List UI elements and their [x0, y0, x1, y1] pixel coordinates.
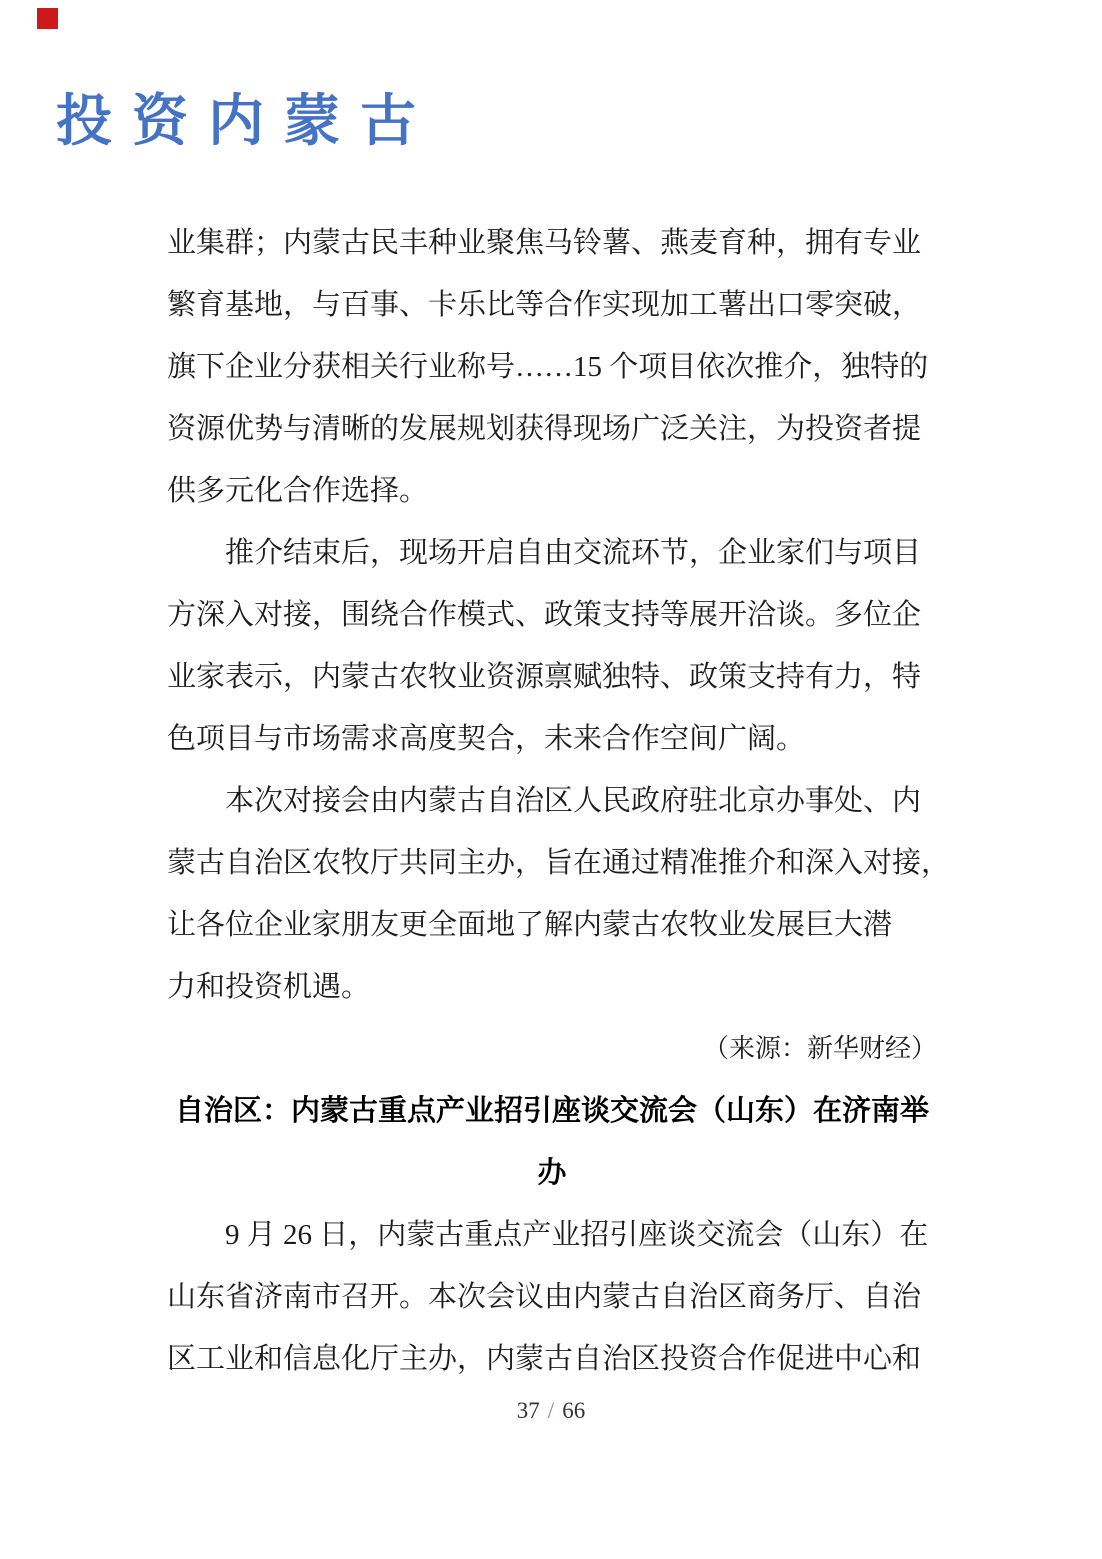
page-title: 投资内蒙古	[56, 91, 436, 153]
page-number-separator: /	[547, 1398, 555, 1423]
page-number-total: 66	[562, 1398, 586, 1423]
page-number	[0, 1396, 1102, 1426]
page-number-current: 37	[516, 1398, 540, 1423]
paragraph-jinan-meeting: 9 月 26 日，内蒙古重点产业招引座谈交流会（山东）在 山东省济南市召开。本次会议由内蒙古自治区商务厅、自治 区工业和信息化厅主办，内蒙古自治区投资合作促进中心和	[167, 1219, 929, 1375]
source-attribution: （来源：新华财经）	[702, 1034, 937, 1063]
red-square-marker	[37, 8, 58, 29]
paragraph-free-exchange: 推介结束后，现场开启自由交流环节，企业家们与项目 方深入对接，围绕合作模式、政策支持等展开洽谈。多位企 业家表示，内蒙古农牧业资源禀赋独特、政策支持有力，特 色项目与市场需求高度契合，未来合作空间广阔。	[167, 537, 922, 755]
section-heading: 自治区：内蒙古重点产业招引座谈交流会（山东）在济南举 办	[174, 1095, 929, 1189]
article-body	[167, 212, 951, 1390]
paragraph-organizers: 本次对接会由内蒙古自治区人民政府驻北京办事处、内 蒙古自治区农牧厅共同主办，旨在通过精准推介和深入对接， 让各位企业家朋友更全面地了解内蒙古农牧业发展巨大潜 力和投资机遇。	[167, 785, 951, 1003]
paragraph-industry-cluster: 业集群；内蒙古民丰种业聚焦马铃薯、燕麦育种，拥有专业 繁育基地，与百事、卡乐比等合作实现加工薯出口零突破， 旗下企业分获相关行业称号……15 个项目依次推介，独特的 资源优势与清晰的发展规划获得现场广泛关注，为投资者提 供多元化合作选择。	[167, 227, 929, 507]
